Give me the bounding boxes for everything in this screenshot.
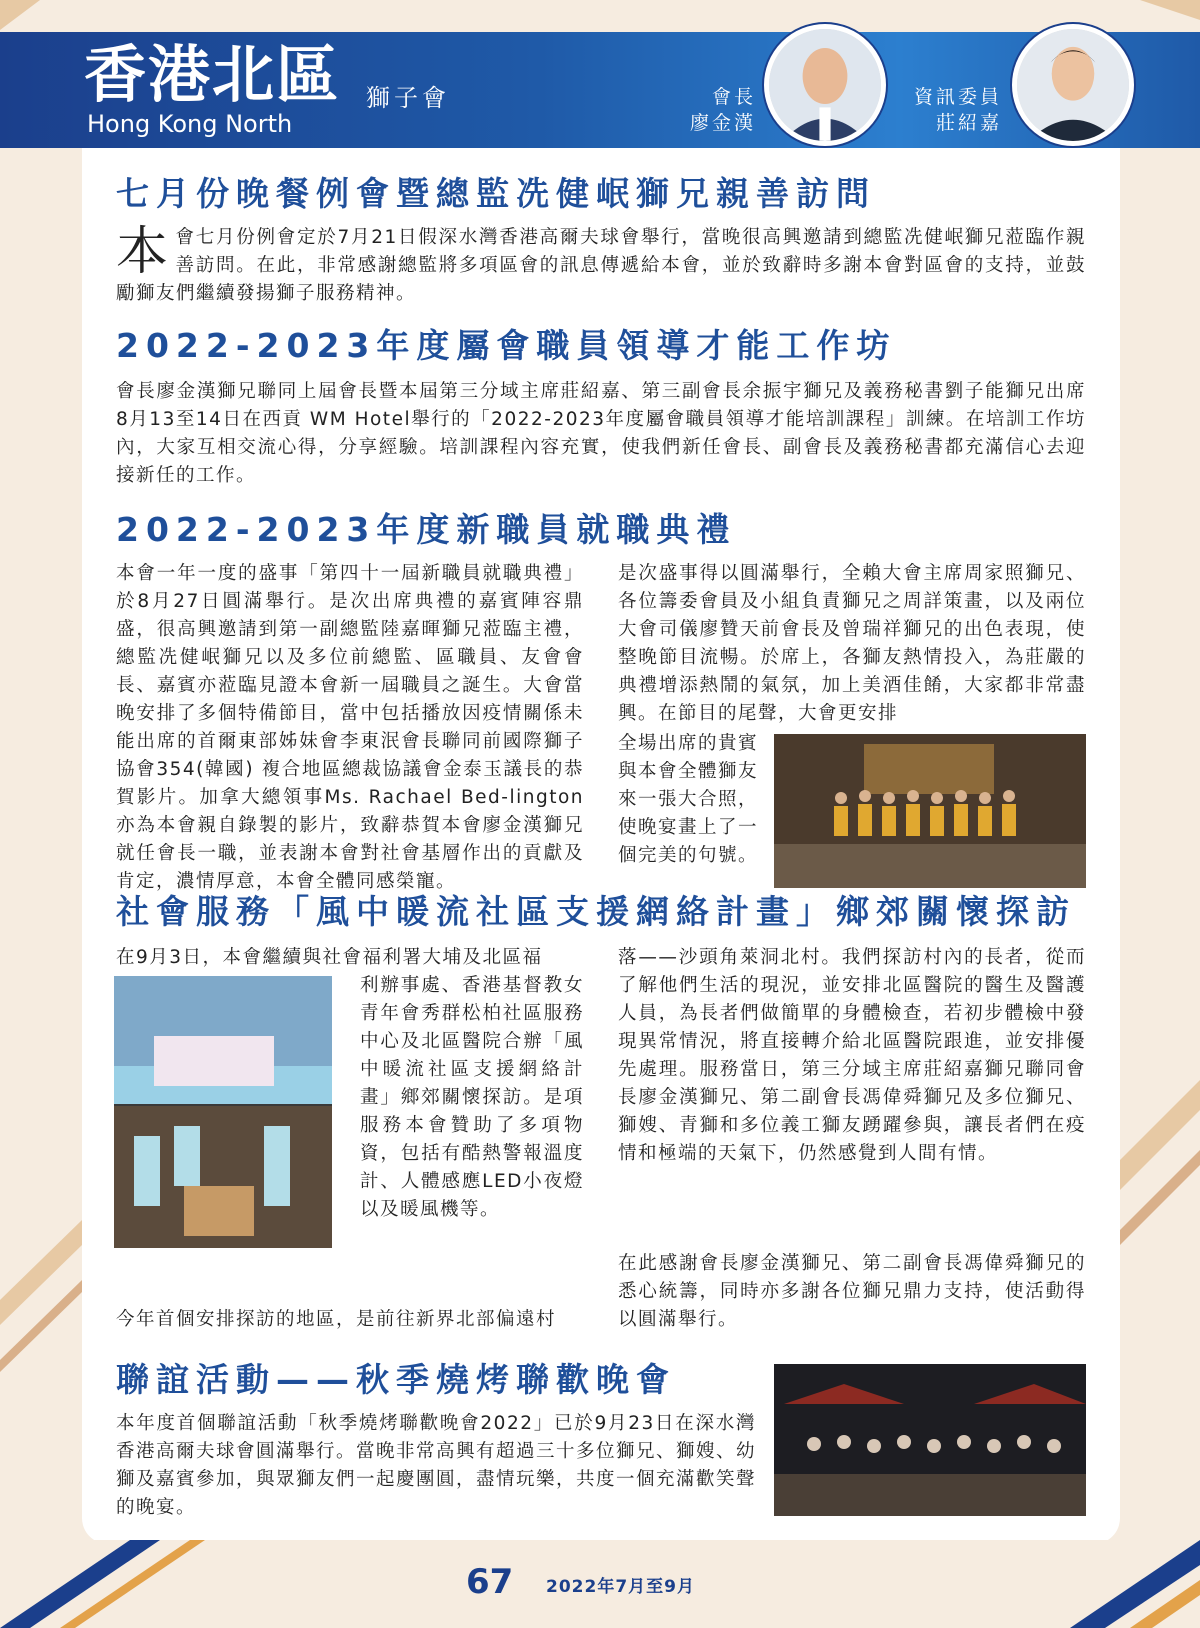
service-col1-side: 利辦事處、香港基督教女青年會秀群松柏社區服務中心及北區醫院合辦「風中暖流社區支援網絡計畫」鄉郊關懷探訪。是項服務本會贊助了多項物資，包括有酷熱警報溫度計、人體感應LED小夜燈以及暖風機等。 bbox=[360, 975, 584, 1220]
service-col1-top: 在9月3日，本會繼續與社會福利署大埔及北區福 bbox=[116, 947, 543, 968]
president-name: 廖金漢 bbox=[689, 112, 756, 134]
president-role: 會長 bbox=[711, 86, 756, 108]
service-col2: 落——沙頭角萊洞北村。我們探訪村內的長者，從而了解他們生活的現況，並安排北區醫院的醫生及醫護人員，為長者們做簡單的身體檢查，若初步體檢中發現異常情況，將直接轉介給北區醫院跟進，並安排優先處理。服務當日，第三分域主席莊紹嘉獅兄聯同會長廖金漢獅兄、第二副會長馮偉舜獅兄及多位獅兄、獅嫂、青獅和多位義工獅友踴躍參與，讓長者們在疫情和極端的天氣下，仍然感覺到人間有情。 bbox=[618, 947, 1086, 1164]
club-title-zh: 香港北區 bbox=[84, 38, 341, 111]
it-officer-label bbox=[892, 84, 1002, 136]
club-title-en: Hong Kong North bbox=[87, 110, 293, 138]
issue-date: 2022年7月至9月 bbox=[546, 1577, 695, 1597]
installation-col1: 本會一年一度的盛事「第四十一屆新職員就職典禮」於8月27日圓滿舉行。是次出席典禮的嘉賓陣容鼎盛，很高興邀請到第一副總監陸嘉暉獅兄蒞臨主禮，總監冼健岷獅兄以及多位前總監、區職員、友會會長、嘉賓亦蒞臨見證本會新一屆職員之誕生。大會當晚安排了多個特備節目，當中包括播放因疫情關係未能出席的首爾東部姊妹會李東泯會長聯同前國際獅子協會354(韓國) 複合地區總裁協議會金泰玉議長的恭賀影片。加拿大總領事Ms. Rachael Bed-lington亦為本會親自錄製的影片，致辭恭賀本會廖金漢獅兄就任會長一職，並表謝本會對社會基層作出的貢獻及肯定，濃情厚意，本會全體同感榮寵。 bbox=[116, 563, 584, 892]
club-title-suffix: 獅子會 bbox=[366, 84, 450, 112]
dropcap: 本 bbox=[116, 222, 170, 282]
bbq-group-photo bbox=[774, 1364, 1086, 1516]
bbq-photo-icon bbox=[774, 1364, 1086, 1516]
installation-col2-side: 全場出席的貴賓與本會全體獅友來一張大合照，使晚宴畫上了一個完美的句號。 bbox=[618, 733, 759, 866]
section-body-bbq: 本年度首個聯誼活動「秋季燒烤聯歡晚會2022」已於9月23日在深水灣香港高爾夫球會圓滿舉行。當晚非常高興有超過三十多位獅兄、獅嫂、幼獅及嘉賓參加，與眾獅友們一起慶團圓，盡情玩樂，共度一個充滿歡笑聲的晚宴。 bbox=[116, 1413, 757, 1518]
service-visit-photo bbox=[114, 976, 332, 1248]
service-col1-bottom: 今年首個安排探訪的地區，是前往新界北部偏遠村 bbox=[116, 1309, 557, 1330]
section-heading-july-meeting: 七月份晚餐例會暨總監冼健岷獅兄親善訪問 bbox=[116, 174, 876, 213]
section-heading-installation: 2022-2023年度新職員就職典禮 bbox=[116, 510, 737, 549]
it-officer-role: 資訊委員 bbox=[913, 86, 1002, 108]
president-label bbox=[680, 84, 756, 136]
it-officer-name: 莊紹嘉 bbox=[935, 112, 1002, 134]
it-officer-avatar bbox=[1012, 24, 1134, 146]
section-heading-workshop: 2022-2023年度屬會職員領導才能工作坊 bbox=[116, 326, 897, 365]
portrait-icon bbox=[1017, 29, 1129, 141]
visit-photo-icon bbox=[114, 976, 332, 1248]
president-avatar bbox=[764, 24, 886, 146]
section-body-july-meeting bbox=[116, 224, 1086, 308]
section-heading-bbq: 聯誼活動——秋季燒烤聯歡晚會 bbox=[116, 1360, 676, 1399]
section-body-workshop: 會長廖金漢獅兄聯同上屆會長暨本屆第三分域主席莊紹嘉、第三副會長余振宇獅兄及義務秘書劉子能獅兄出席8月13至14日在西貢 WM Hotel舉行的「2022-2023年度屬會職員領導才能培訓課程」訓練。在培訓工作坊內，大家互相交流心得，分享經驗。培訓課程內容充實，使我們新任會長、副會長及義務秘書都充滿信心去迎接新任的工作。 bbox=[116, 381, 1086, 486]
service-col2-thanks: 在此感謝會長廖金漢獅兄、第二副會長馮偉舜獅兄的悉心統籌，同時亦多謝各位獅兄鼎力支持，使活動得以圓滿舉行。 bbox=[618, 1253, 1086, 1330]
july-body-text: 會七月份例會定於7月21日假深水灣香港高爾夫球會舉行，當晚很高興邀請到總監冼健岷獅兄蒞臨作親善訪問。在此，非常感謝總監將多項區會的訊息傳遞給本會，並於致辭時多謝本會對區會的支持，並鼓勵獅友們繼續發揚獅子服務精神。 bbox=[116, 227, 1086, 304]
installation-col2-top: 是次盛事得以圓滿舉行，全賴大會主席周家照獅兄、各位籌委會員及小組負責獅兄之周詳策畫，以及兩位大會司儀廖贊天前會長及曾瑞祥獅兄的出色表現，使整晚節目流暢。於席上，各獅友熱情投入，為莊嚴的典禮增添熱鬧的氣氛，加上美酒佳餚，大家都非常盡興。在節目的尾聲，大會更安排 bbox=[618, 563, 1086, 724]
section-heading-service: 社會服務「風中暖流社區支援網絡計畫」鄉郊關懷探訪 bbox=[116, 892, 1076, 931]
portrait-icon bbox=[769, 29, 881, 141]
group-photo-icon bbox=[774, 734, 1086, 888]
installation-group-photo bbox=[774, 734, 1086, 888]
page-number: 67 bbox=[466, 1562, 514, 1602]
